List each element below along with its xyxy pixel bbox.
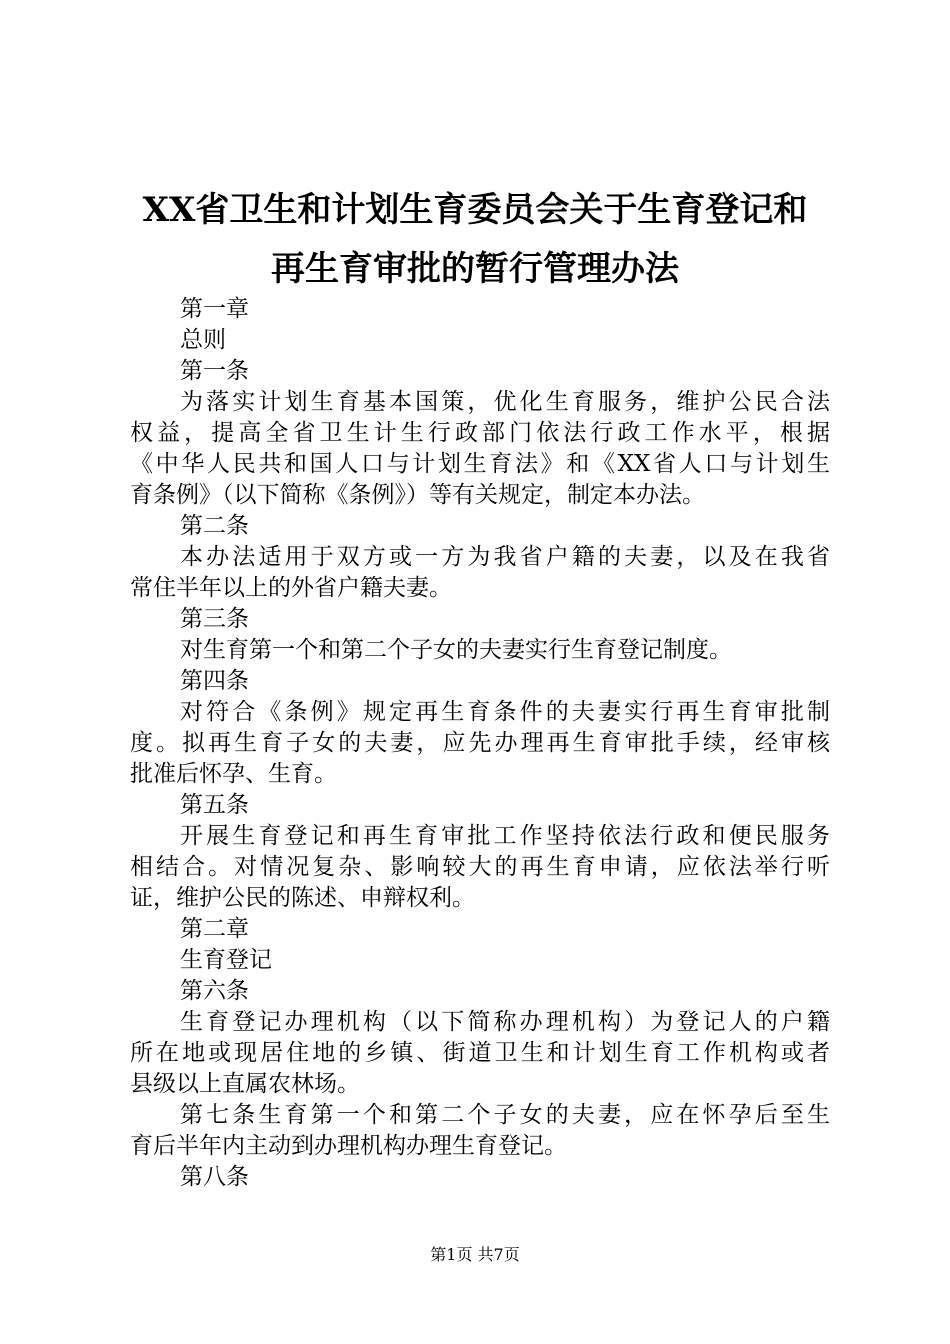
- body-line: [130, 1038, 830, 1069]
- body-line-text: 相结合。对情况复杂、影响较大的再生育申请，应依法举行听: [130, 854, 830, 880]
- document-title-line-1: XX省卫生和计划生育委员会关于生育登记和: [142, 190, 808, 230]
- body-line-text: 第二章: [180, 916, 249, 942]
- body-line: [130, 480, 830, 511]
- body-line-text: 证，维护公民的陈述、申辩权利。: [130, 885, 475, 911]
- body-line-text: 权益，提高全省卫生计生行政部门依法行政工作水平，根据: [130, 420, 830, 446]
- body-line: [130, 945, 830, 976]
- body-line-text: 第五条: [180, 792, 249, 818]
- body-line-text: 第一章: [180, 296, 249, 322]
- body-line: [130, 852, 830, 883]
- body-line: [130, 387, 830, 418]
- body-line: [130, 728, 830, 759]
- body-line-text: 本办法适用于双方或一方为我省户籍的夫妻，以及在我省: [180, 544, 830, 570]
- body-line-text: 所在地或现居住地的乡镇、街道卫生和计划生育工作机构或者: [130, 1040, 830, 1066]
- body-line: [130, 759, 830, 790]
- body-line: [130, 294, 830, 325]
- body-line: [130, 790, 830, 821]
- page-footer: 第1页 共7页: [430, 1245, 520, 1264]
- body-line-text: 第八条: [180, 1164, 249, 1190]
- body-line: [130, 356, 830, 387]
- body-line: [130, 914, 830, 945]
- body-line: [130, 325, 830, 356]
- document-body: [130, 294, 830, 1193]
- body-line: [130, 1131, 830, 1162]
- body-line-text: 《中华人民共和国人口与计划生育法》和《XX省人口与计划生: [130, 451, 830, 477]
- body-line-text: 第三条: [180, 606, 249, 632]
- body-line-text: 第七条生育第一个和第二个子女的夫妻，应在怀孕后至生: [180, 1102, 830, 1128]
- body-line: [130, 697, 830, 728]
- body-line-text: 对生育第一个和第二个子女的夫妻实行生育登记制度。: [180, 637, 732, 663]
- body-line: [130, 542, 830, 573]
- body-line-text: 育后半年内主动到办理机构办理生育登记。: [130, 1133, 567, 1159]
- body-line-text: 常住半年以上的外省户籍夫妻。: [130, 575, 452, 601]
- body-line: [130, 1162, 830, 1193]
- body-line-text: 总则: [180, 327, 226, 353]
- body-line-text: 度。拟再生育子女的夫妻，应先办理再生育审批手续，经审核: [130, 730, 830, 756]
- body-line-text: 第四条: [180, 668, 249, 694]
- body-line-text: 生育登记: [180, 947, 272, 973]
- body-line: [130, 1100, 830, 1131]
- body-line: [130, 976, 830, 1007]
- body-line: [130, 1007, 830, 1038]
- body-line-text: 县级以上直属农林场。: [130, 1071, 360, 1097]
- body-line: [130, 635, 830, 666]
- body-line: [130, 604, 830, 635]
- body-line: [130, 666, 830, 697]
- body-line: [130, 883, 830, 914]
- document-title-line-2: 再生育审批的暂行管理办法: [271, 249, 679, 289]
- body-line: [130, 1069, 830, 1100]
- body-line: [130, 511, 830, 542]
- body-line-text: 为落实计划生育基本国策，优化生育服务，维护公民合法: [180, 389, 830, 415]
- body-line: [130, 418, 830, 449]
- body-line-text: 第一条: [180, 358, 249, 384]
- body-line: [130, 821, 830, 852]
- body-line: [130, 573, 830, 604]
- body-line-text: 第二条: [180, 513, 249, 539]
- body-line-text: 第六条: [180, 978, 249, 1004]
- body-line: [130, 449, 830, 480]
- body-line-text: 对符合《条例》规定再生育条件的夫妻实行再生育审批制: [180, 699, 830, 725]
- body-line-text: 批准后怀孕、生育。: [130, 761, 337, 787]
- body-line-text: 开展生育登记和再生育审批工作坚持依法行政和便民服务: [180, 823, 830, 849]
- body-line-text: 生育登记办理机构（以下简称办理机构）为登记人的户籍: [180, 1009, 830, 1035]
- body-line-text: 育条例》（以下简称《条例》）等有关规定，制定本办法。: [130, 482, 705, 508]
